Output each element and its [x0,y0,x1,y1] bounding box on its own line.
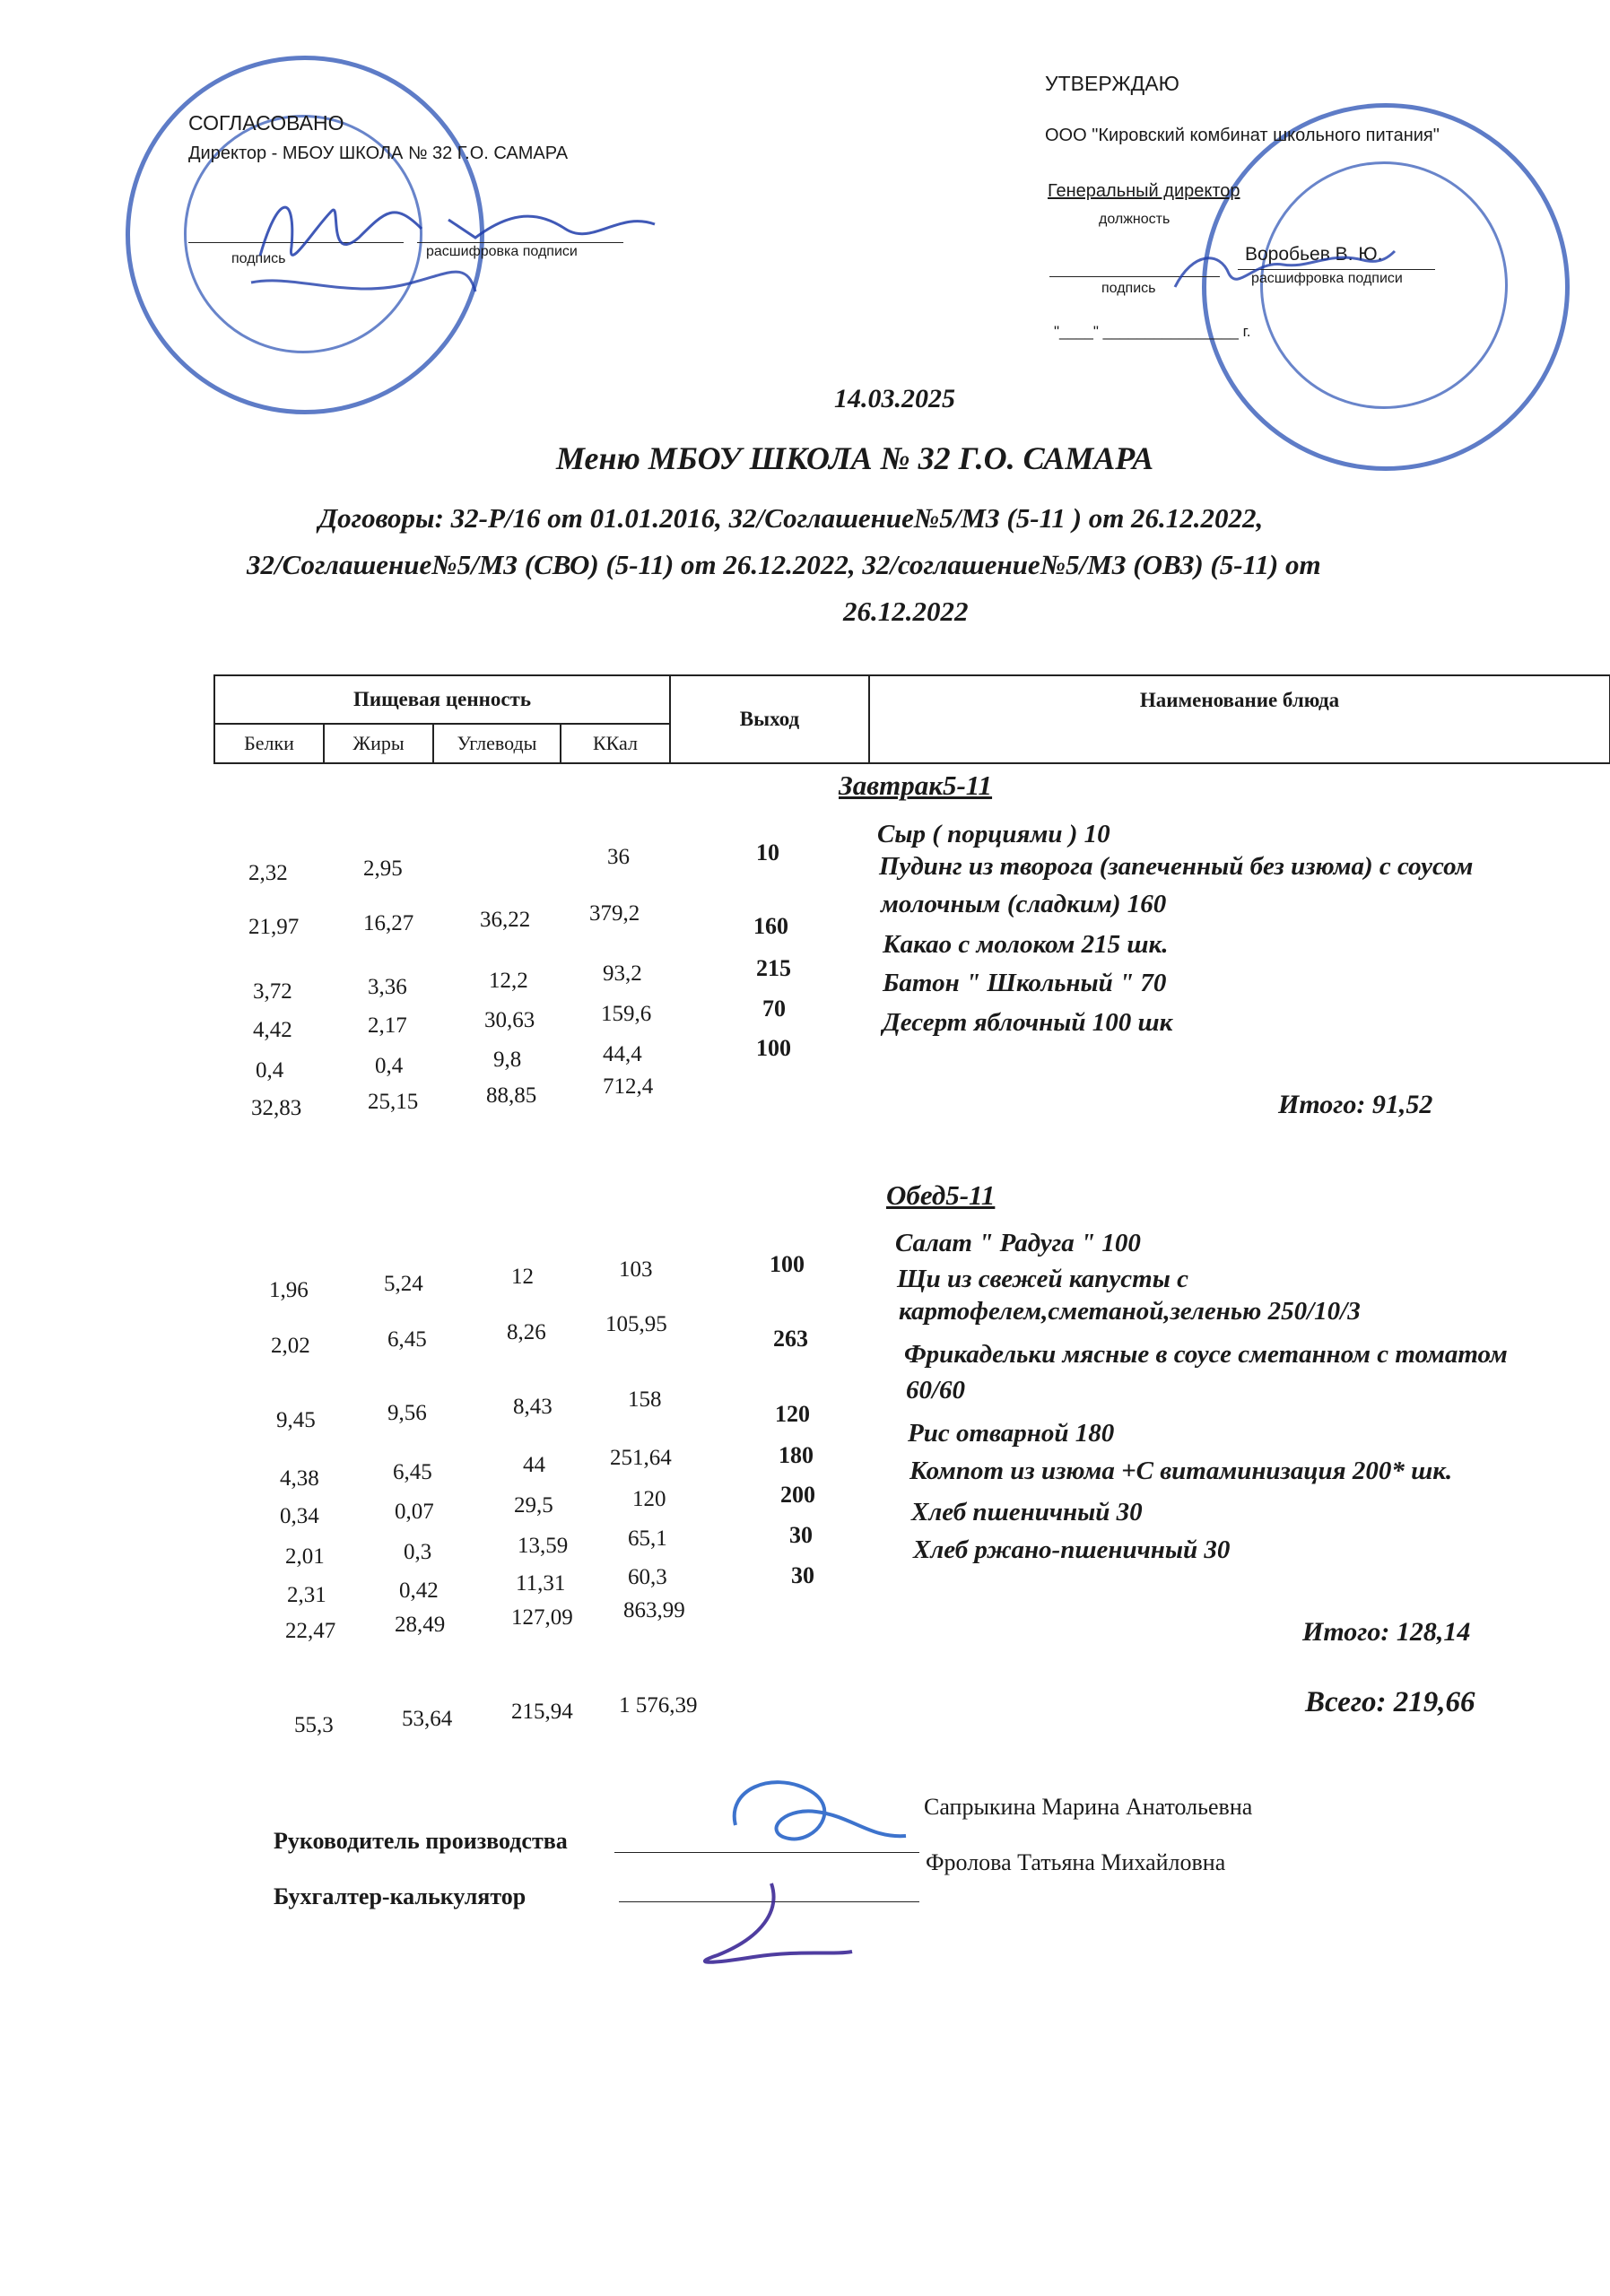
cell-carbs: 9,8 [493,1048,522,1072]
header-kcal: ККал [561,724,670,763]
header-yield: Выход [670,675,869,763]
approval-left-role: Директор - МБОУ ШКОЛА № 32 Г.О. САМАРА [188,144,569,163]
breakfast-total: Итого: 91,52 [1278,1090,1433,1119]
lunch-section-label: Обед5-11 [886,1179,996,1211]
cell-kcal: 159,6 [601,1002,652,1026]
cell-protein: 0,34 [280,1504,319,1528]
cell-carbs: 29,5 [514,1493,553,1518]
dish-name: Хлеб ржано-пшеничный 30 [913,1535,1231,1564]
contracts-line-3: 26.12.2022 [843,596,969,627]
sum-carbs: 127,09 [511,1605,573,1630]
prod-manager-signature [718,1771,915,1870]
header-nutrition: Пищевая ценность [214,675,670,724]
dish-name: Батон " Школьный " 70 [883,969,1167,997]
cell-kcal: 93,2 [603,961,642,986]
prod-manager-name: Сапрыкина Марина Анатольевна [924,1794,1253,1820]
cell-carbs: 13,59 [518,1534,569,1558]
dish-name: Компот из изюма +С витаминизация 200* шк. [909,1457,1453,1485]
left-sig-label: подпись [231,251,286,266]
approval-right-org: ООО "Кировский комбинат школьного питания" [1045,126,1440,145]
breakfast-section-label: Завтрак5-11 [839,770,993,801]
cell-kcal: 105,95 [605,1312,667,1336]
accountant-signature [682,1874,861,1973]
cell-kcal: 60,3 [628,1565,667,1589]
sum-kcal: 863,99 [623,1598,685,1622]
grand-fat: 53,64 [402,1707,453,1731]
cell-protein: 2,32 [248,861,288,885]
contracts-line-1: Договоры: 32-Р/16 от 01.01.2016, 32/Соглашение№5/МЗ (5-11 ) от 26.12.2022, [318,502,1264,534]
dish-name: Пудинг из творога (запеченный без изюма) с соусом [879,852,1474,881]
cell-carbs: 8,43 [513,1395,553,1419]
cell-fat: 0,07 [395,1500,434,1524]
dish-name: Салат " Радуга " 100 [895,1229,1141,1257]
cell-protein: 3,72 [253,979,292,1004]
sum-protein: 22,47 [285,1619,336,1643]
cell-yield: 10 [756,839,779,865]
cell-carbs: 12,2 [489,969,528,993]
cell-fat: 5,24 [384,1272,423,1296]
prod-manager-label: Руководитель производства [274,1828,568,1854]
grand-total: Всего: 219,66 [1305,1686,1475,1718]
cell-yield: 100 [770,1251,805,1277]
cell-kcal: 103 [619,1257,653,1282]
dish-name: Щи из свежей капусты с [897,1265,1188,1293]
sum-kcal: 712,4 [603,1074,654,1099]
sum-carbs: 88,85 [486,1083,537,1108]
cell-carbs: 44 [523,1453,545,1477]
accountant-label: Бухгалтер-калькулятор [274,1883,527,1909]
right-decode-label: расшифровка подписи [1251,271,1403,286]
lunch-total: Итого: 128,14 [1302,1617,1471,1647]
cell-carbs: 8,26 [507,1320,546,1344]
dish-name: Фрикадельки мясные в соусе сметанном с томатом [904,1340,1508,1369]
cell-protein: 2,31 [287,1583,326,1607]
cell-protein: 2,01 [285,1544,325,1569]
approval-right-heading: УТВЕРЖДАЮ [1045,72,1179,95]
cell-yield: 70 [762,996,786,1022]
right-sig-label: подпись [1101,281,1156,296]
dish-name: Хлеб пшеничный 30 [911,1498,1143,1526]
cell-yield: 30 [791,1562,814,1588]
contracts-line-2: 32/Соглашение№5/МЗ (СВО) (5-11) от 26.12.2022, 32/соглашение№5/МЗ (ОВЗ) (5-11) от [247,549,1321,580]
header-fat: Жиры [324,724,433,763]
cell-yield: 180 [779,1442,814,1468]
cell-yield: 160 [753,913,788,939]
dish-name: 60/60 [906,1376,966,1405]
grand-carbs: 215,94 [511,1700,573,1724]
cell-kcal: 44,4 [603,1042,642,1066]
cell-carbs: 36,22 [480,908,531,932]
dish-name: молочным (сладким) 160 [881,890,1167,918]
cell-carbs: 30,63 [484,1008,535,1032]
cell-fat: 2,95 [363,857,403,881]
cell-kcal: 120 [632,1487,666,1511]
cell-yield: 30 [789,1522,813,1548]
cell-fat: 6,45 [387,1327,427,1352]
cell-protein: 21,97 [248,915,300,939]
left-decode-label: расшифровка подписи [426,244,578,259]
cell-yield: 100 [756,1035,791,1061]
dish-name: Какао с молоком 215 шк. [883,930,1169,959]
cell-yield: 263 [773,1326,808,1352]
dish-name: Рис отварной 180 [908,1419,1115,1448]
document-title: Меню МБОУ ШКОЛА № 32 Г.О. САМАРА [556,440,1154,476]
cell-protein: 0,4 [256,1058,284,1083]
cell-kcal: 36 [607,845,630,869]
cell-kcal: 158 [628,1387,662,1412]
cell-fat: 6,45 [393,1460,432,1484]
document-date: 14.03.2025 [834,384,955,413]
cell-carbs: 11,31 [516,1571,566,1596]
cell-fat: 16,27 [363,911,414,935]
cell-kcal: 379,2 [589,901,640,926]
header-carbs: Углеводы [433,724,561,763]
cell-fat: 0,4 [375,1054,404,1078]
approval-right-role: Генеральный директор [1048,181,1240,201]
cell-protein: 9,45 [276,1408,316,1432]
left-signature [242,175,691,309]
cell-fat: 3,36 [368,975,407,999]
cell-protein: 1,96 [269,1278,309,1302]
sum-protein: 32,83 [251,1096,302,1120]
accountant-name: Фролова Татьяна Михайловна [926,1849,1226,1875]
cell-yield: 120 [775,1401,810,1427]
cell-yield: 200 [780,1482,815,1508]
cell-protein: 4,38 [280,1466,319,1491]
cell-fat: 9,56 [387,1401,427,1425]
cell-fat: 0,3 [404,1540,432,1564]
right-signature [1166,233,1399,314]
header-protein: Белки [214,724,324,763]
dish-name: Сыр ( порциями ) 10 [877,820,1110,848]
dish-name: картофелем,сметаной,зеленью 250/10/3 [899,1297,1361,1326]
menu-table-header [213,674,1610,764]
dish-name: Десерт яблочный 100 шк [883,1008,1173,1037]
approval-left-heading: СОГЛАСОВАНО [188,111,344,135]
approval-right-name: Воробьев В. Ю. [1245,244,1383,265]
sum-fat: 25,15 [368,1090,419,1114]
sum-fat: 28,49 [395,1613,446,1637]
cell-fat: 0,42 [399,1578,439,1603]
grand-kcal: 1 576,39 [619,1693,698,1718]
cell-carbs: 12 [511,1265,534,1289]
cell-kcal: 251,64 [610,1446,672,1470]
approval-right-date-stub: "____" ________________ г. [1054,323,1251,340]
cell-protein: 2,02 [271,1334,310,1358]
cell-protein: 4,42 [253,1018,292,1042]
header-dish: Наименование блюда [869,675,1610,763]
grand-protein: 55,3 [294,1713,334,1737]
cell-fat: 2,17 [368,1013,407,1038]
approval-right-position-label: должность [1099,212,1171,227]
cell-yield: 215 [756,955,791,981]
cell-kcal: 65,1 [628,1526,667,1551]
